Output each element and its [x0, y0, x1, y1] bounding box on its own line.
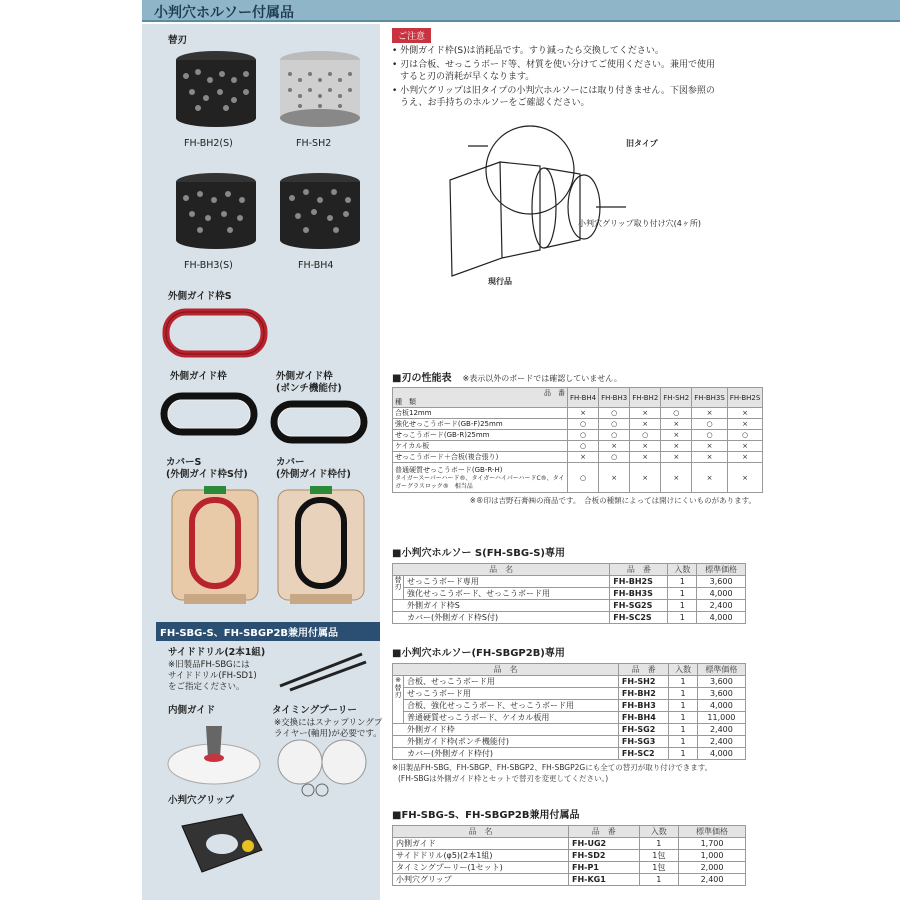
- col-name: 品 名: [393, 664, 619, 676]
- cell-name: 合板、せっこうボード用: [404, 676, 619, 688]
- cell-qty: 1: [669, 688, 697, 700]
- perf-mark: ○: [568, 441, 599, 452]
- cover-s-image: [164, 482, 266, 610]
- cell-qty: 1: [668, 588, 697, 600]
- cell-name: 内側ガイド: [393, 838, 569, 850]
- perf-mark: ○: [661, 408, 692, 419]
- perf-mark: ×: [599, 463, 630, 493]
- cover-s-label: カバーS: [166, 457, 202, 468]
- perf-mark: ×: [661, 452, 692, 463]
- perf-mark: ×: [727, 441, 763, 452]
- cell-price: 2,400: [697, 724, 745, 736]
- col-code: 品 番: [618, 664, 668, 676]
- cell-code: FH-BH3: [618, 700, 668, 712]
- cell-qty: 1包: [639, 850, 678, 862]
- cell-price: 1,700: [679, 838, 746, 850]
- table-row: [393, 688, 746, 700]
- cell-code: FH-SG2: [618, 724, 668, 736]
- cell-price: 1,000: [679, 850, 746, 862]
- perf-mark: ×: [692, 408, 728, 419]
- col-code: 品 番: [610, 564, 668, 576]
- grip-label: 小判穴グリップ: [168, 795, 235, 806]
- col-price: 標準価格: [697, 564, 746, 576]
- cell-qty: 1: [639, 874, 678, 886]
- label-current: 現行品: [488, 277, 512, 286]
- side-drill-image: [270, 648, 370, 692]
- perf-mark: ○: [599, 408, 630, 419]
- perf-name: せっこうボード＋合板(複合張り): [393, 452, 568, 463]
- perf-mark: ○: [568, 463, 599, 493]
- perf-sub: タイガースーパーハード®、タイガーハイパーハードC®、タイガーグラスロック® 相当品: [395, 474, 565, 490]
- cell-name: タイミングプーリー(1セット): [393, 862, 569, 874]
- cell-price: 11,000: [697, 712, 745, 724]
- cell-qty: 1: [669, 748, 697, 760]
- inner-guide-image: [162, 716, 266, 792]
- perf-mark: ○: [692, 430, 728, 441]
- cell-name: カバー(外側ガイド枠S付): [393, 612, 610, 624]
- perf-name: 普通硬質せっこうボード(GB-R-H): [395, 465, 503, 474]
- side-drill-note: サイドドリル(FH-SD1): [168, 671, 257, 681]
- cell-name: せっこうボード専用: [404, 576, 610, 588]
- perf-mark: ×: [568, 452, 599, 463]
- cell-name: 強化せっこうボード、せっこうボード用: [404, 588, 610, 600]
- cell-name: 外側ガイド枠S: [393, 600, 610, 612]
- cell-price: 2,400: [697, 600, 746, 612]
- cell-qty: 1: [668, 600, 697, 612]
- col-code: 品 番: [569, 826, 640, 838]
- table-row: [393, 736, 746, 748]
- cell-price: 3,600: [697, 676, 745, 688]
- perf-mark: ×: [630, 463, 661, 493]
- perf-col: FH-BH2: [630, 388, 661, 408]
- table-row: [393, 588, 746, 600]
- cell-code: FH-BH4: [618, 712, 668, 724]
- note-line: すると刃の消耗が早くなります。: [400, 72, 535, 82]
- cell-code: FH-SH2: [618, 676, 668, 688]
- table-b: [392, 663, 746, 760]
- cell-name: 外側ガイド枠: [393, 724, 619, 736]
- col-qty: 入数: [668, 564, 697, 576]
- table-row: [393, 712, 746, 724]
- cell-code: FH-BH2: [618, 688, 668, 700]
- cell-price: 2,000: [679, 862, 746, 874]
- cell-qty: 1: [668, 576, 697, 588]
- guide-frame-punch-image: [268, 396, 372, 448]
- blade-label: FH-BH2(S): [184, 138, 233, 149]
- label-old-type: 旧タイプ: [626, 139, 658, 148]
- shared-accessories-bar: FH-SBG-S、FH-SBGP2B兼用付属品: [156, 622, 380, 641]
- perf-mark: ○: [568, 419, 599, 430]
- perf-mark: ×: [661, 430, 692, 441]
- blade-label: FH-BH3(S): [184, 260, 233, 271]
- table-c-section: [392, 806, 746, 886]
- note-line: • 小判穴グリップは旧タイプの小判穴ホルソーには取り付きません。下図参照の: [392, 86, 715, 96]
- table-b-footnote: ※旧製品FH-SBG、FH-SBGP、FH-SBGP2、FH-SBGP2Gにも全ての替刃が取り付けできます。: [392, 763, 713, 772]
- grip-image: [172, 806, 270, 886]
- guide-punch-label: (ポンチ機能付): [276, 383, 342, 394]
- perf-mark: ×: [661, 441, 692, 452]
- cell-name: カバー(外側ガイド枠付): [393, 748, 619, 760]
- perf-row: [393, 463, 763, 493]
- table-s-title: ■小判穴ホルソー S(FH-SBG-S)専用: [392, 548, 566, 559]
- cell-code: FH-SG3: [618, 736, 668, 748]
- cell-code: FH-SC2S: [610, 612, 668, 624]
- group-label: ※替刃: [393, 676, 404, 724]
- perf-mark: ×: [630, 452, 661, 463]
- cell-name: 合板、強化せっこうボード、せっこうボード用: [404, 700, 619, 712]
- table-row: [393, 874, 746, 886]
- cover-image: [270, 482, 372, 610]
- notes-section: [392, 24, 762, 109]
- cell-name: 普通硬質せっこうボード、ケイカル板用: [404, 712, 619, 724]
- table-row: [393, 700, 746, 712]
- perf-mark: ○: [599, 419, 630, 430]
- cell-price: 3,600: [697, 688, 745, 700]
- cover-s-label: (外側ガイド枠S付): [166, 469, 248, 480]
- perf-mark: ×: [692, 441, 728, 452]
- inner-guide-label: 内側ガイド: [168, 705, 216, 716]
- table-b-footnote: (FH-SBGは外側ガイド枠とセットで替刃を変更してください。): [398, 774, 609, 783]
- perf-mark: ×: [661, 463, 692, 493]
- perf-mark: ×: [568, 408, 599, 419]
- guide-frame-s-image: [160, 304, 272, 362]
- table-row: [393, 576, 746, 588]
- perf-name: 合板12mm: [393, 408, 568, 419]
- cell-price: 4,000: [697, 588, 746, 600]
- perf-row: [393, 419, 763, 430]
- perf-mark: ○: [630, 430, 661, 441]
- side-drill-note: をご指定ください。: [168, 682, 245, 692]
- perf-col: FH-BH3S: [692, 388, 728, 408]
- cell-code: FH-SD2: [569, 850, 640, 862]
- timing-pulley-label: タイミングプーリー: [272, 705, 357, 716]
- perf-mark: ×: [630, 441, 661, 452]
- table-c: [392, 825, 746, 886]
- holesaw-diagram: [440, 110, 680, 290]
- cell-price: 2,400: [679, 874, 746, 886]
- note-line: • 刃は合板、せっこうボード等、材質を使い分けてご使用ください。兼用で使用: [392, 60, 715, 70]
- col-name: 品 名: [393, 564, 610, 576]
- perf-mark: ×: [692, 452, 728, 463]
- perf-row: [393, 408, 763, 419]
- performance-subtitle: ※表示以外のボードでは確認していません。: [462, 374, 622, 383]
- cell-price: 4,000: [697, 612, 746, 624]
- blade-fh-bh4-image: [276, 170, 364, 252]
- cell-qty: 1: [669, 736, 697, 748]
- cell-qty: 1包: [639, 862, 678, 874]
- perf-mark: ○: [568, 430, 599, 441]
- cell-code: FH-KG1: [569, 874, 640, 886]
- col-qty: 入数: [669, 664, 697, 676]
- table-row: [393, 748, 746, 760]
- blade-fh-sh2-image: [276, 48, 364, 130]
- table-row: [393, 724, 746, 736]
- col-qty: 入数: [639, 826, 678, 838]
- blade-fh-bh2s-image: [172, 48, 260, 130]
- perf-mark: ×: [630, 408, 661, 419]
- cell-name: せっこうボード用: [404, 688, 619, 700]
- page-title: 小判穴ホルソー付属品: [154, 5, 294, 21]
- guide-frame-image: [158, 388, 262, 440]
- blade-fh-bh3s-image: [172, 170, 260, 252]
- perf-mark: ○: [599, 452, 630, 463]
- perf-mark: ○: [692, 419, 728, 430]
- perf-col: FH-SH2: [661, 388, 692, 408]
- corner-bottom: 種 類: [395, 397, 416, 406]
- table-row: [393, 600, 746, 612]
- table-b-section: [392, 644, 746, 784]
- perf-col: FH-BH4: [568, 388, 599, 408]
- cell-name: 外側ガイド枠(ポンチ機能付): [393, 736, 619, 748]
- perf-col: FH-BH3: [599, 388, 630, 408]
- side-drill-label: サイドドリル(2本1組): [168, 647, 266, 658]
- blades-heading: 替刃: [168, 35, 188, 46]
- perf-name: せっこうボード(GB-R)25mm: [393, 430, 568, 441]
- col-price: 標準価格: [679, 826, 746, 838]
- cell-code: FH-SG2S: [610, 600, 668, 612]
- cell-price: 3,600: [697, 576, 746, 588]
- timing-note: ライヤー(軸用)が必要です。: [274, 729, 382, 739]
- table-row: [393, 676, 746, 688]
- cell-code: FH-P1: [569, 862, 640, 874]
- perf-mark: ×: [630, 419, 661, 430]
- table-s: [392, 563, 746, 624]
- perf-mark: ○: [727, 430, 763, 441]
- perf-row: [393, 441, 763, 452]
- perf-col: FH-BH2S: [727, 388, 763, 408]
- label-grip-holes: 小判穴グリップ取り付け穴(4ヶ所): [578, 219, 702, 228]
- performance-table: [392, 387, 763, 493]
- guide-punch-label: 外側ガイド枠: [276, 371, 333, 382]
- corner-top: 品 番: [544, 388, 565, 397]
- cover-label: カバー: [276, 457, 305, 468]
- cell-qty: 1: [669, 724, 697, 736]
- col-price: 標準価格: [697, 664, 745, 676]
- cell-qty: 1: [639, 838, 678, 850]
- perf-row: [393, 430, 763, 441]
- guide-label: 外側ガイド枠: [170, 371, 227, 382]
- cell-price: 4,000: [697, 700, 745, 712]
- page-header: [142, 0, 900, 22]
- performance-section: [392, 366, 763, 506]
- cell-qty: 1: [669, 712, 697, 724]
- blade-label: FH-BH4: [298, 260, 334, 271]
- side-drill-note: ※旧製品FH-SBGには: [168, 660, 250, 670]
- table-row: [393, 838, 746, 850]
- timing-note: ※交換にはスナップリングプ: [274, 718, 383, 728]
- perf-mark: ×: [727, 452, 763, 463]
- cell-code: FH-BH2S: [610, 576, 668, 588]
- cell-price: 2,400: [697, 736, 745, 748]
- perf-mark: ×: [692, 463, 728, 493]
- table-b-title: ■小判穴ホルソー(FH-SBGP2B)専用: [392, 648, 565, 659]
- guide-s-label: 外側ガイド枠S: [168, 291, 232, 302]
- cell-qty: 1: [669, 676, 697, 688]
- perf-mark: ○: [599, 430, 630, 441]
- perf-mark: ×: [727, 463, 763, 493]
- cell-qty: 1: [668, 612, 697, 624]
- cell-code: FH-UG2: [569, 838, 640, 850]
- blade-label: FH-SH2: [296, 138, 332, 149]
- perf-name: ケイカル板: [393, 441, 568, 452]
- col-name: 品 名: [393, 826, 569, 838]
- cover-label: (外側ガイド枠付): [276, 469, 351, 480]
- cell-code: FH-BH3S: [610, 588, 668, 600]
- perf-mark: ×: [727, 419, 763, 430]
- table-row: [393, 850, 746, 862]
- cell-code: FH-SC2: [618, 748, 668, 760]
- note-line: うえ、お手持ちのホルソーをご確認ください。: [400, 98, 590, 108]
- perf-mark: ×: [599, 441, 630, 452]
- cell-qty: 1: [669, 700, 697, 712]
- table-c-title: ■FH-SBG-S、FH-SBGP2B兼用付属品: [392, 810, 580, 821]
- timing-pulley-image: [268, 736, 376, 800]
- cell-name: サイドドリル(φ5)(2本1組): [393, 850, 569, 862]
- notes-tag: ご注意: [392, 28, 431, 43]
- cell-name: 小判穴グリップ: [393, 874, 569, 886]
- perf-row: [393, 452, 763, 463]
- perf-mark: ×: [727, 408, 763, 419]
- perf-mark: ×: [661, 419, 692, 430]
- group-label: 替刃: [393, 576, 404, 600]
- note-line: • 外側ガイド枠(S)は消耗品です。すり減ったら交換してください。: [392, 46, 664, 56]
- table-s-section: [392, 544, 746, 624]
- table-row: [393, 862, 746, 874]
- cell-price: 4,000: [697, 748, 745, 760]
- perf-name: 強化せっこうボード(GB-F)25mm: [393, 419, 568, 430]
- performance-title: ■刃の性能表: [392, 373, 452, 384]
- performance-footnote: ※®印は吉野石膏㈱の商品です。 合板の種類によっては開けにくいものがあります。: [469, 496, 756, 505]
- table-row: [393, 612, 746, 624]
